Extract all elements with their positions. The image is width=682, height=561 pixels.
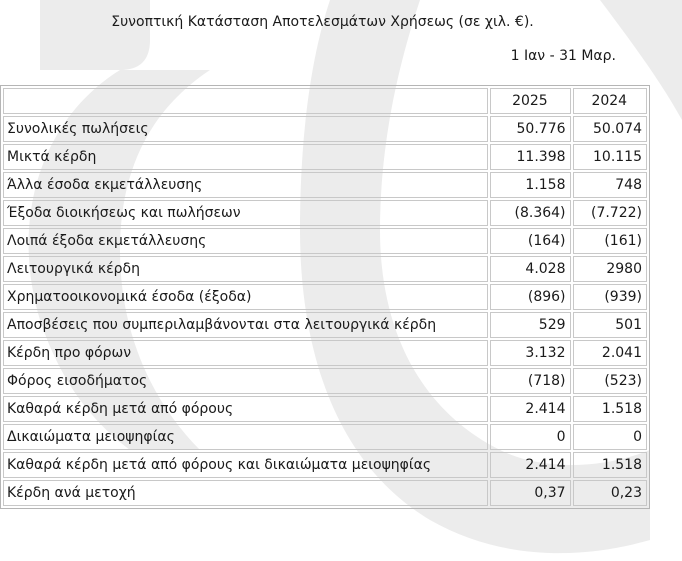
row-label: Λοιπά έξοδα εκμετάλλευσης — [3, 228, 488, 254]
table-row — [3, 172, 647, 198]
value-2025: 50.776 — [490, 116, 570, 142]
column-header-2024: 2024 — [573, 88, 647, 114]
row-label: Λειτουργικά κέρδη — [3, 256, 488, 282]
document-title: Συνοπτική Κατάσταση Αποτελεσμάτων Χρήσεως (σε χιλ. €). — [111, 14, 534, 30]
row-label: Δικαιώματα μειοψηφίας — [3, 424, 488, 450]
value-2024: 0,23 — [573, 480, 647, 506]
table-row — [3, 256, 647, 282]
value-2025: 0 — [490, 424, 570, 450]
value-2024: 2.041 — [573, 340, 647, 366]
value-2025: 4.028 — [490, 256, 570, 282]
value-2025: (896) — [490, 284, 570, 310]
table-row — [3, 144, 647, 170]
table-row — [3, 396, 647, 422]
value-2024: 748 — [573, 172, 647, 198]
table-row — [3, 480, 647, 506]
table-row — [3, 340, 647, 366]
table-header-row — [3, 88, 647, 114]
value-2024: 10.115 — [573, 144, 647, 170]
value-2024: (7.722) — [573, 200, 647, 226]
row-label: Καθαρά κέρδη μετά από φόρους — [3, 396, 488, 422]
row-label: Φόρος εισοδήματος — [3, 368, 488, 394]
income-statement-table — [0, 85, 650, 509]
table-row — [3, 200, 647, 226]
value-2025: 529 — [490, 312, 570, 338]
table-row — [3, 116, 647, 142]
row-label: Άλλα έσοδα εκμετάλλευσης — [3, 172, 488, 198]
value-2024: 2980 — [573, 256, 647, 282]
value-2024: (523) — [573, 368, 647, 394]
table-row — [3, 228, 647, 254]
row-label: Χρηματοοικονομικά έσοδα (έξοδα) — [3, 284, 488, 310]
reporting-period: 1 Ιαν - 31 Μαρ. — [510, 48, 616, 64]
value-2025: 2.414 — [490, 452, 570, 478]
header-empty-cell — [3, 88, 488, 114]
value-2024: 501 — [573, 312, 647, 338]
value-2025: (164) — [490, 228, 570, 254]
table-row — [3, 312, 647, 338]
value-2024: 1.518 — [573, 396, 647, 422]
value-2025: 2.414 — [490, 396, 570, 422]
value-2025: (718) — [490, 368, 570, 394]
table-row — [3, 424, 647, 450]
value-2025: 3.132 — [490, 340, 570, 366]
row-label: Έξοδα διοικήσεως και πωλήσεων — [3, 200, 488, 226]
value-2024: 1.518 — [573, 452, 647, 478]
table-row — [3, 284, 647, 310]
value-2025: 0,37 — [490, 480, 570, 506]
row-label: Κέρδη προ φόρων — [3, 340, 488, 366]
row-label: Κέρδη ανά μετοχή — [3, 480, 488, 506]
table-row — [3, 368, 647, 394]
row-label: Μικτά κέρδη — [3, 144, 488, 170]
row-label: Αποσβέσεις που συμπεριλαμβάνονται στα λειτουργικά κέρδη — [3, 312, 488, 338]
value-2024: (161) — [573, 228, 647, 254]
value-2025: (8.364) — [490, 200, 570, 226]
value-2025: 1.158 — [490, 172, 570, 198]
column-header-2025: 2025 — [490, 88, 570, 114]
value-2024: 50.074 — [573, 116, 647, 142]
value-2024: 0 — [573, 424, 647, 450]
table-row — [3, 452, 647, 478]
row-label: Συνολικές πωλήσεις — [3, 116, 488, 142]
row-label: Καθαρά κέρδη μετά από φόρους και δικαιώματα μειοψηφίας — [3, 452, 488, 478]
value-2024: (939) — [573, 284, 647, 310]
value-2025: 11.398 — [490, 144, 570, 170]
